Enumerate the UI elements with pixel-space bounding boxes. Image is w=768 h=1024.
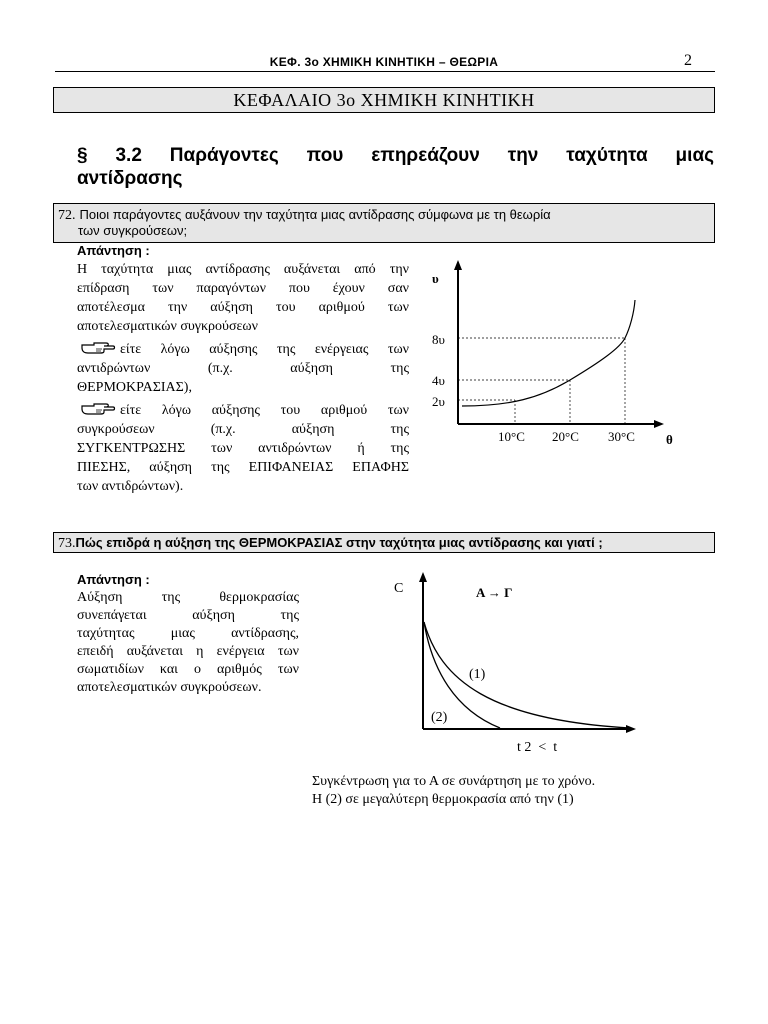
bullet-1-line: ΘΕΡΜΟΚΡΑΣΙΑΣ),: [77, 380, 192, 395]
bullet-2-line: των αντιδρώντων).: [77, 479, 184, 494]
chapter-title-box: [53, 87, 715, 113]
bullet-2-text: [77, 401, 409, 496]
question-72-box: [53, 203, 715, 243]
answer-73-line: συνεπάγεται αύξηση της: [77, 608, 299, 623]
reaction-label: Α → Γ: [476, 585, 513, 600]
y-axis-arrow: [454, 260, 462, 270]
answer-73-line: επειδή αυξάνεται η ενέργεια των: [77, 644, 299, 659]
bullet-2-line: συγκρούσεων (π.χ. αύξηση της: [77, 422, 409, 437]
y-axis-label: C: [394, 581, 404, 596]
question-73-text: Πώς επιδρά η αύξηση της ΘΕΡΜΟΚΡΑΣΙΑΣ στην ταχύτητα μιας αντίδρασης και γιατί ;: [75, 535, 603, 550]
y-tick-label: 4υ: [432, 373, 445, 388]
bullet-1-line: αντιδρώντων (π.χ. αύξηση της: [77, 361, 409, 376]
answer-73-line: αποτελεσματικών συγκρούσεων.: [77, 680, 262, 695]
section-title-line2: αντίδρασης: [77, 168, 183, 189]
chapter-title: ΚΕΦΑΛΑΙΟ 3ο ΧΗΜΙΚΗ ΚΙΝΗΤΙΚΗ: [233, 90, 535, 110]
question-72-text-line2: των συγκρούσεων;: [78, 223, 188, 238]
y-tick-label: 8υ: [432, 332, 445, 347]
series-1-curve: [424, 622, 630, 728]
question-73-box: [53, 532, 715, 553]
answer-73-line: σωματιδίων και ο αριθμός των: [77, 662, 299, 677]
concentration-vs-time-chart: [380, 570, 650, 760]
series-2-label: (2): [431, 710, 448, 725]
rate-curve: [462, 300, 635, 406]
answer-72-line: επίδραση των παραγόντων που έχουν σαν: [77, 281, 409, 296]
answer-73-label: Απάντηση :: [77, 572, 150, 587]
question-73-number: 73.: [58, 536, 76, 551]
answer-73-line: ταχύτητας μιας αντίδρασης,: [77, 626, 299, 641]
header-rule: [55, 71, 715, 72]
y-axis-label: υ: [432, 271, 439, 286]
series-1-label: (1): [469, 667, 486, 682]
chart-caption-line1: Συγκέντρωση για το Α σε συνάρτηση με το χρόνο.: [312, 774, 596, 789]
running-header-title: ΚΕΦ. 3ο ΧΗΜΙΚΗ ΚΙΝΗΤΙΚΗ – ΘΕΩΡΙΑ: [269, 55, 499, 69]
bullet-2-line: ΠΙΕΣΗΣ, αύξηση της ΕΠΙΦΑΝΕΙΑΣ ΕΠΑΦΗΣ: [77, 460, 409, 475]
x-axis-annotation: t 2 < t: [517, 740, 558, 755]
y-tick-label: 2υ: [432, 394, 445, 409]
section-title-line1: § 3.2 Παράγοντες που επηρεάζουν την ταχύτητα μιας: [77, 145, 714, 166]
answer-72-line: αποτέλεσμα την αύξηση του αριθμού των: [77, 300, 409, 315]
bullet-2-line: ΣΥΓΚΕΝΤΡΩΣΗΣ των αντιδρώντων ή της: [77, 441, 409, 456]
bullet-2-line: είτε λόγω αύξησης του αριθμού των: [120, 403, 409, 418]
answer-73-paragraph: [77, 589, 299, 697]
y-axis-arrow: [419, 572, 427, 582]
x-tick-label: 30°C: [608, 429, 635, 444]
chart-caption-line2: Η (2) σε μεγαλύτερη θερμοκρασία από την (1): [312, 792, 574, 807]
answer-72-line: Η ταχύτητα μιας αντίδρασης αυξάνεται από την: [77, 262, 409, 277]
x-axis-arrow: [654, 420, 664, 428]
bullet-1-line: είτε λόγω αύξησης της ενέργειας των: [120, 342, 409, 357]
answer-73-line: Αύξηση της θερμοκρασίας: [77, 590, 299, 605]
answer-72-label: Απάντηση :: [77, 243, 150, 258]
x-tick-label: 20°C: [552, 429, 579, 444]
question-72-number: 72.: [58, 208, 76, 223]
rate-vs-temperature-chart: [420, 258, 710, 453]
answer-72-line: αποτελεσματικών συγκρούσεων: [77, 319, 258, 334]
page-number: 2: [684, 52, 692, 69]
bullet-1-text: [77, 340, 409, 397]
x-axis-label: θ: [666, 432, 673, 447]
x-axis-arrow: [626, 725, 636, 733]
question-72-text-line1: Ποιοι παράγοντες αυξάνουν την ταχύτητα μιας αντίδρασης σύμφωνα με τη θεωρία: [79, 207, 551, 222]
x-tick-label: 10°C: [498, 429, 525, 444]
answer-72-paragraph: [77, 260, 409, 336]
